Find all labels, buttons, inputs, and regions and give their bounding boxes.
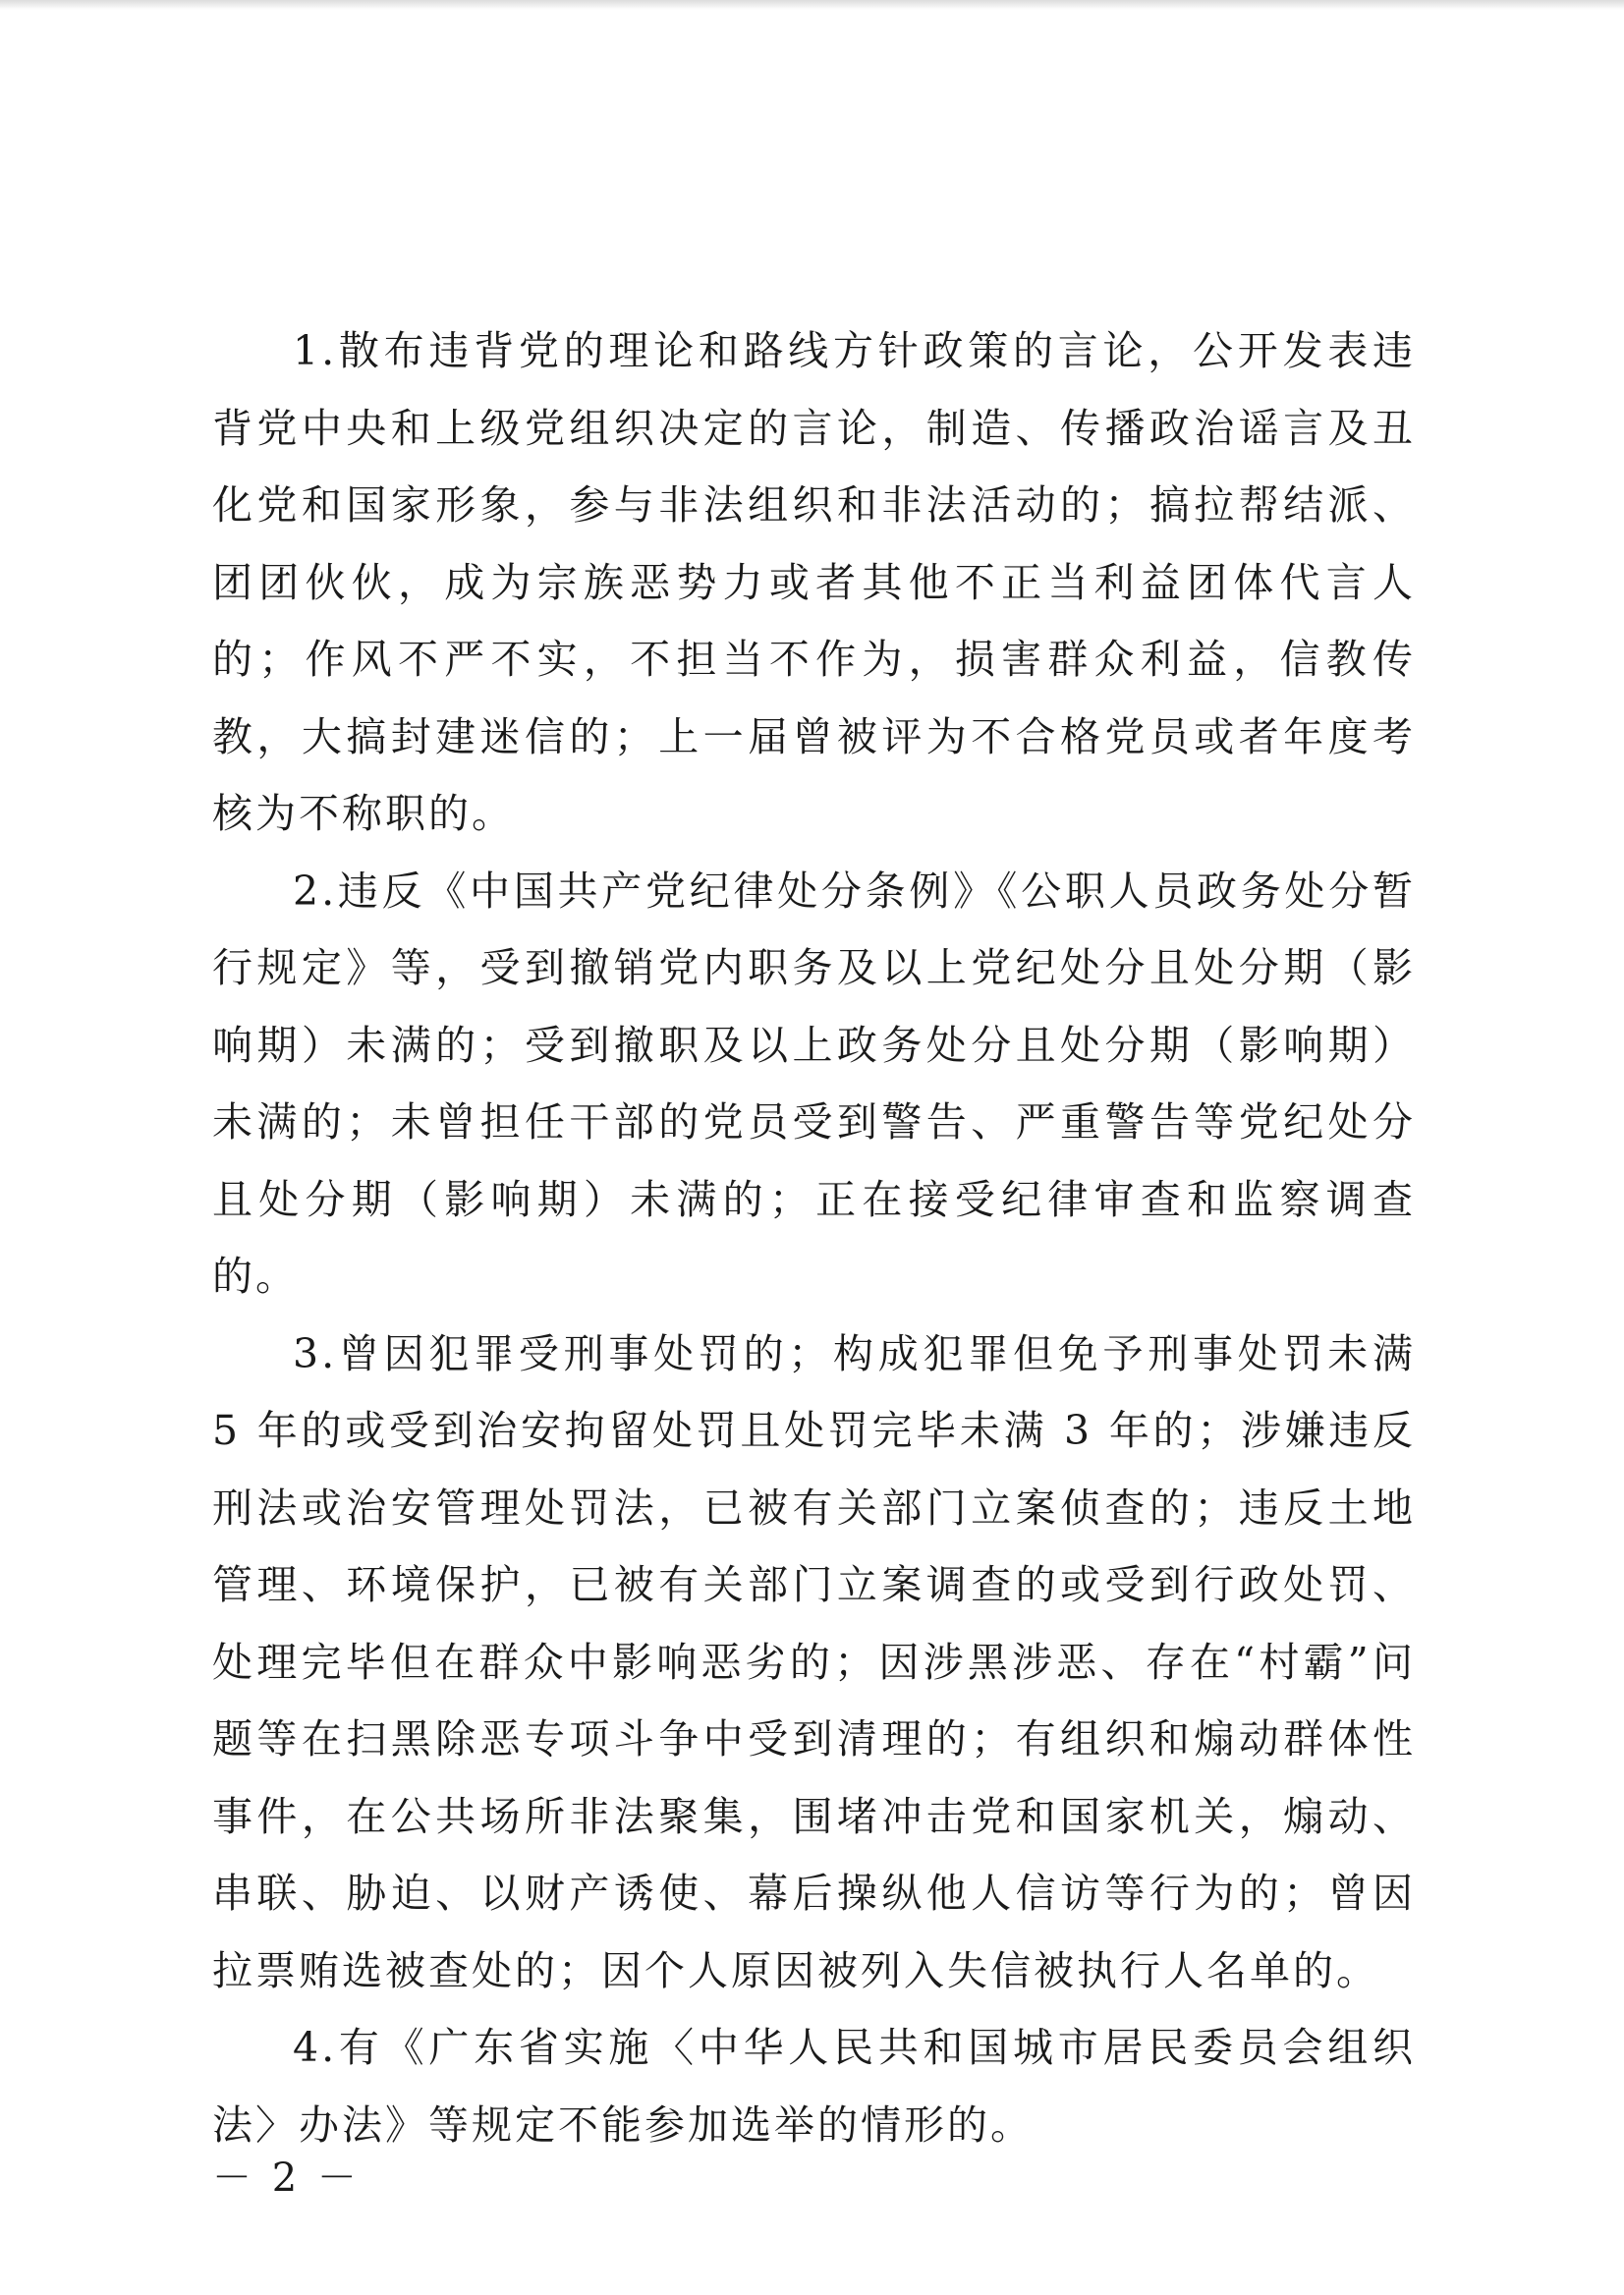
- paragraph-item-4: 4.有《广东省实施〈中华人民共和国城市居民委员会组织法〉办法》等规定不能参加选举的情形的。: [212, 2024, 1416, 2149]
- paragraph-item-1: 1.散布违背党的理论和路线方针政策的言论，公开发表违背党中央和上级党组织决定的言论，制造、传播政治谣言及丑化党和国家形象，参与非法组织和非法活动的；搞拉帮结派、团团伙伙，成为宗族恶势力或者其他不正当利益团体代言人的；作风不严不实，不担当不作为，损害群众利益，信教传教，大搞封建迷信的；上一届曾被评为不合格党员或者年度考核为不称职的。: [212, 327, 1416, 837]
- scan-top-edge: [0, 0, 1624, 10]
- paragraph-item-2: 2.违反《中国共产党纪律处分条例》《公职人员政务处分暂行规定》等，受到撤销党内职务及以上党纪处分且处分期（影响期）未满的；受到撤职及以上政务处分且处分期（影响期）未满的；未曾担任干部的党员受到警告、严重警告等党纪处分且处分期（影响期）未满的；正在接受纪律审查和监察调查的。: [212, 867, 1416, 1300]
- paragraph-item-3: 3.曾因犯罪受刑事处罚的；构成犯罪但免予刑事处罚未满 5 年的或受到治安拘留处罚且处罚完毕未满 3 年的；涉嫌违反刑法或治安管理处罚法，已被有关部门立案侦查的；违反土地管理、环境保护，已被有关部门立案调查的或受到行政处罚、处理完毕但在群众中影响恶劣的；因涉黑涉恶、存在“村霸”问题等在扫黑除恶专项斗争中受到清理的；有组织和煽动群体性事件，在公共场所非法聚集，围堵冲击党和国家机关，煽动、串联、胁迫、以财产诱使、幕后操纵他人信访等行为的；曾因拉票贿选被查处的；因个人原因被列入失信被执行人名单的。: [212, 1329, 1416, 1994]
- page-number: － 2 －: [212, 2155, 361, 2201]
- document-body: [212, 312, 1416, 2163]
